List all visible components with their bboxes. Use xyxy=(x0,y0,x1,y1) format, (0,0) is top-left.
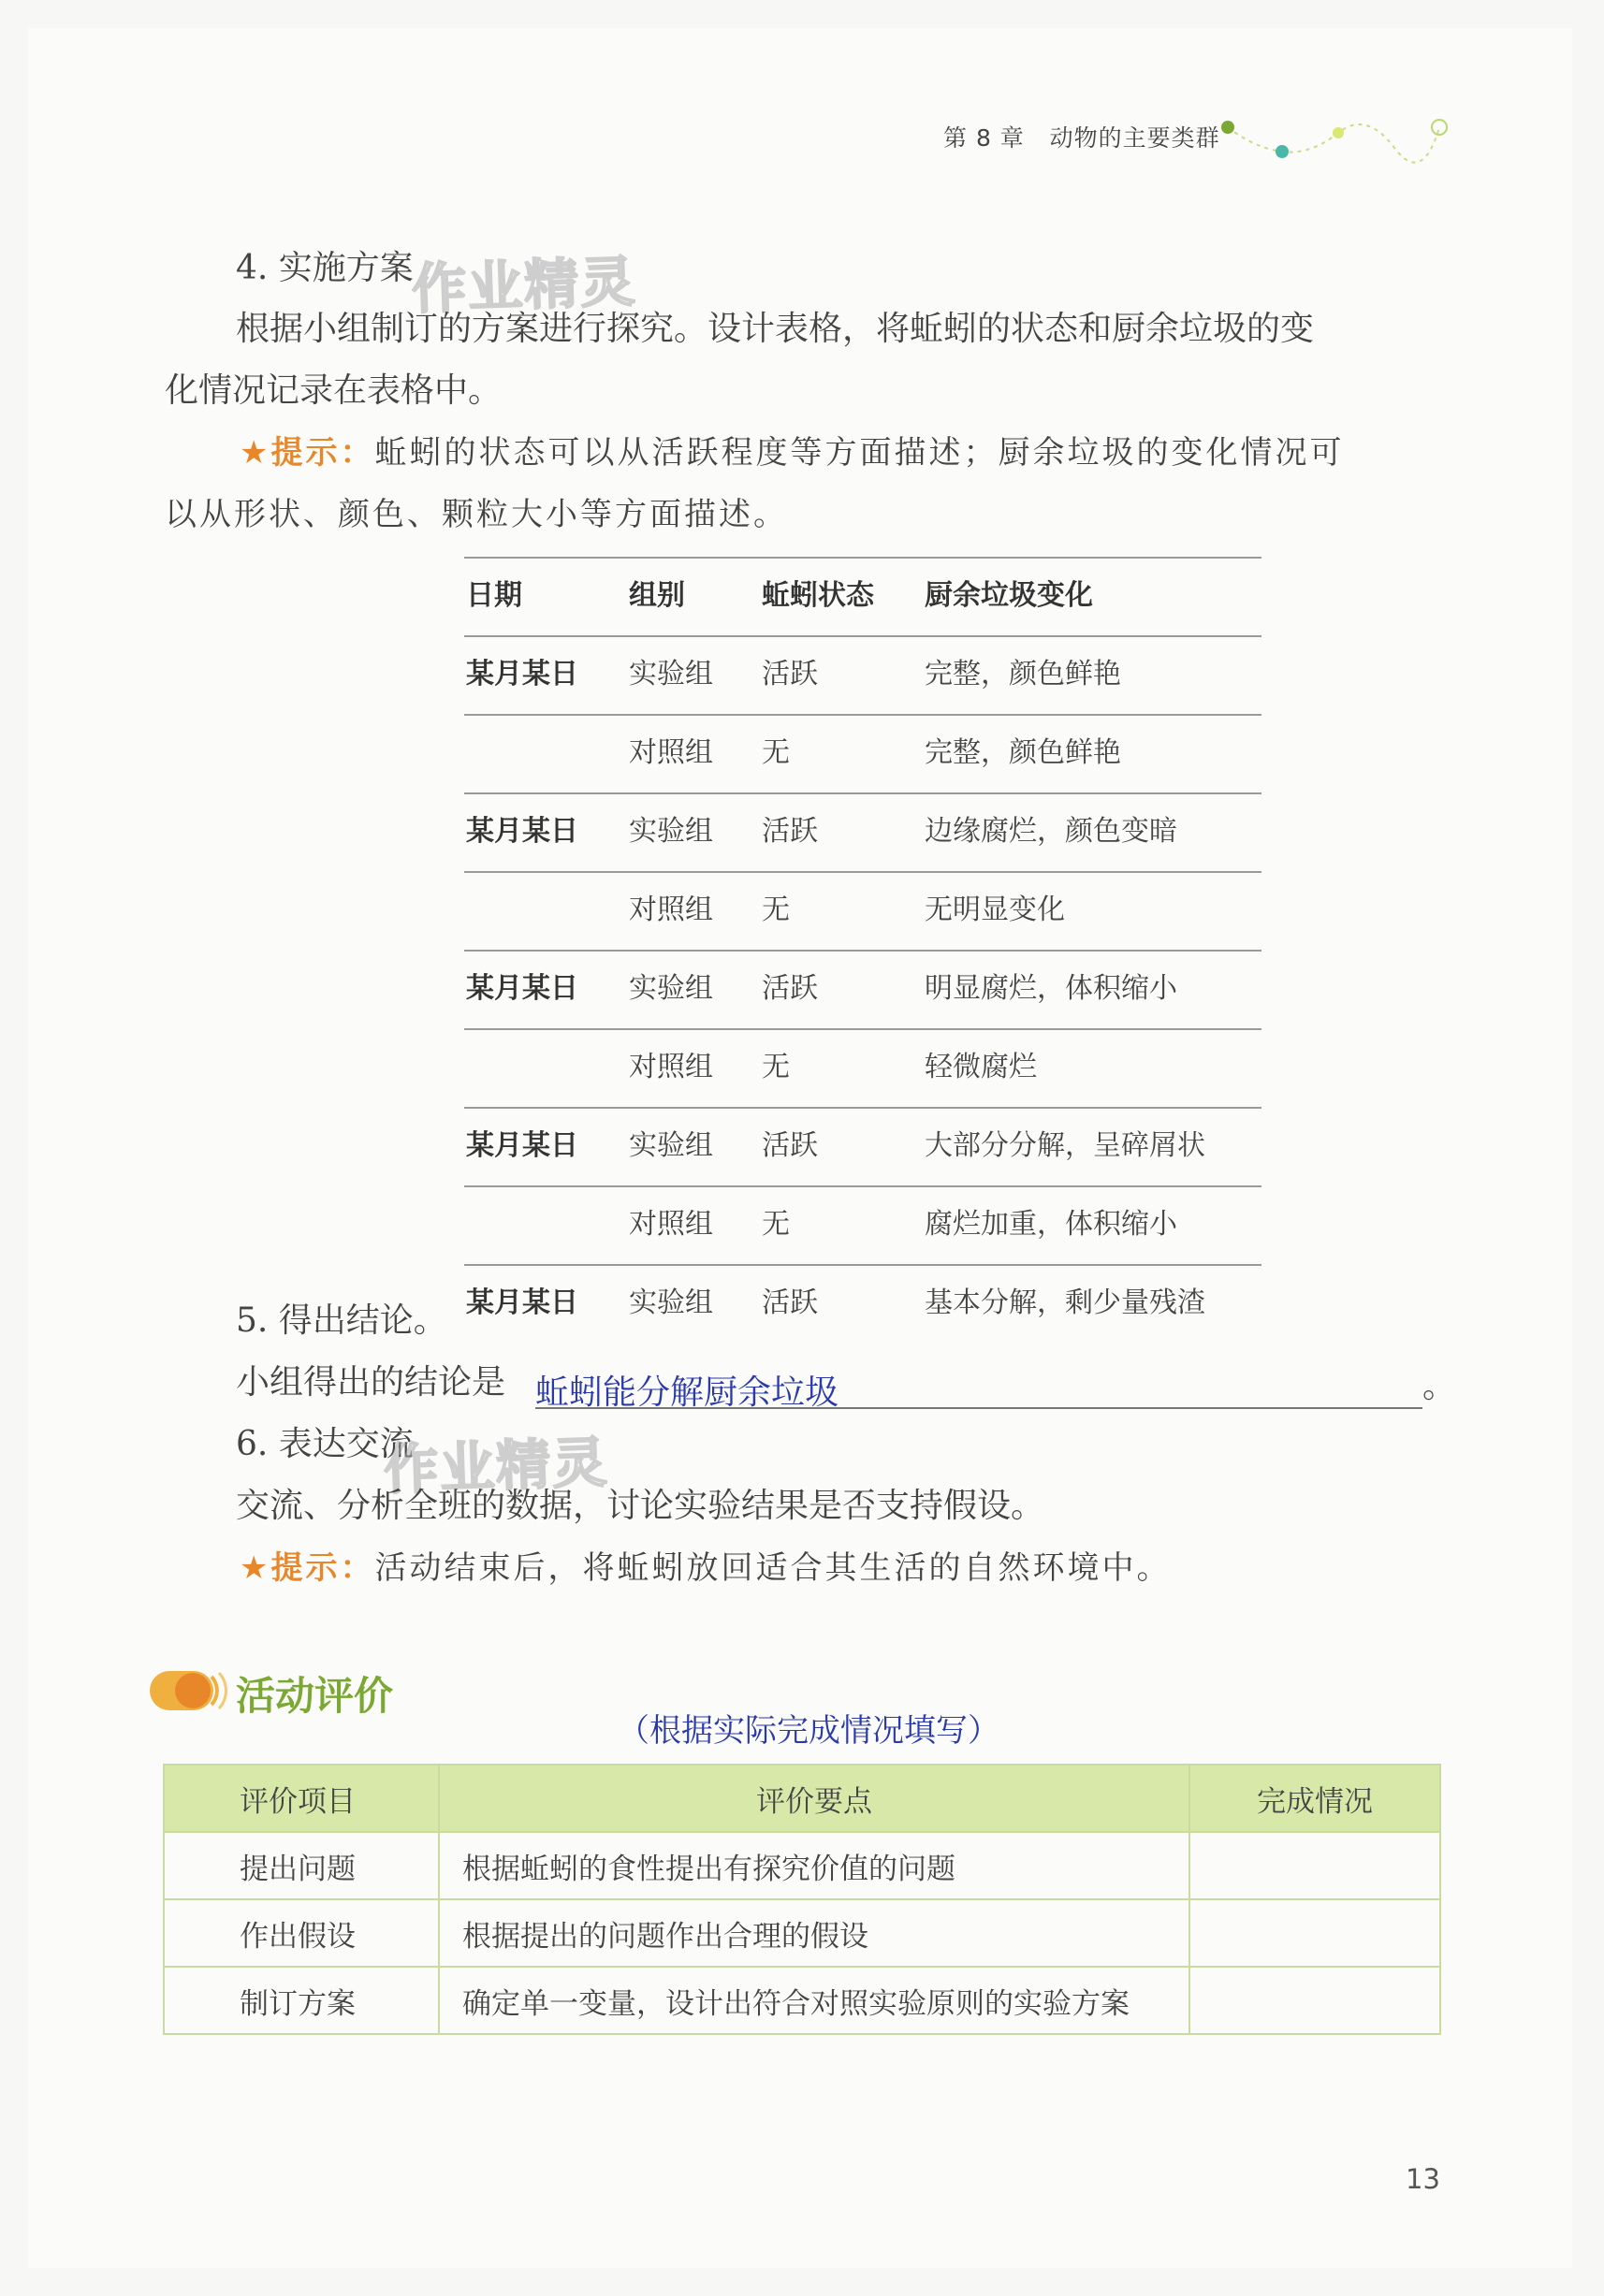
step6-heading: 6. 表达交流 xyxy=(236,1425,414,1463)
cell-group: 对照组 xyxy=(629,1208,713,1241)
header-group: 组别 xyxy=(629,579,685,612)
cell-group: 实验组 xyxy=(629,1129,713,1162)
star-icon: ★ xyxy=(240,1549,271,1587)
eval-status-cell[interactable] xyxy=(1189,1899,1440,1967)
header-item: 评价项目 xyxy=(164,1765,439,1832)
cell-state: 无 xyxy=(762,1051,790,1083)
header-waste-change: 厨余垃圾变化 xyxy=(925,579,1093,612)
table-row xyxy=(464,1107,1261,1185)
cell-group: 实验组 xyxy=(629,658,713,690)
eval-item: 制订方案 xyxy=(164,1967,439,2034)
star-icon: ★ xyxy=(240,434,271,472)
cell-group: 对照组 xyxy=(629,1051,713,1083)
chapter-number: 第 8 章 xyxy=(943,124,1025,152)
table-row xyxy=(164,1832,1440,1899)
section-title: 活动评价 xyxy=(236,1673,394,1719)
cell-group: 对照组 xyxy=(629,736,713,769)
table-row xyxy=(164,1899,1440,1967)
cell-group: 实验组 xyxy=(629,815,713,848)
watermark-2: 作业精灵 xyxy=(383,1430,610,1503)
cell-change: 基本分解，剩少量残渣 xyxy=(925,1286,1205,1319)
step5-conclusion-prefix: 小组得出的结论是 xyxy=(236,1363,506,1402)
header-earthworm-state: 蚯蚓状态 xyxy=(762,579,874,612)
cell-change: 边缘腐烂，颜色变暗 xyxy=(925,815,1177,848)
record-table-header xyxy=(464,557,1261,635)
cell-state: 无 xyxy=(762,1208,790,1241)
eval-points: 确定单一变量，设计出符合对照实验原则的实验方案 xyxy=(439,1967,1189,2034)
chapter-title: 动物的主要类群 xyxy=(1049,124,1220,152)
cell-change: 完整，颜色鲜艳 xyxy=(925,658,1121,690)
cell-change: 腐烂加重，体积缩小 xyxy=(925,1208,1177,1241)
conclusion-answer: 蚯蚓能分解厨余垃圾 xyxy=(535,1373,839,1412)
step5-heading: 5. 得出结论。 xyxy=(236,1301,447,1340)
fill-note: （根据实际完成情况填写） xyxy=(618,1712,999,1750)
cell-state: 活跃 xyxy=(762,972,818,1005)
eval-item: 作出假设 xyxy=(164,1899,439,1967)
step4-hint-line2: 以从形状、颜色、颗粒大小等方面描述。 xyxy=(165,496,788,533)
step5-suffix: 。 xyxy=(1422,1367,1457,1405)
cell-state: 无 xyxy=(762,736,790,769)
header-points: 评价要点 xyxy=(439,1765,1189,1832)
step4-text-line2: 化情况记录在表格中。 xyxy=(165,371,503,410)
cell-date: 某月某日 xyxy=(466,1286,578,1319)
eval-status-cell[interactable] xyxy=(1189,1967,1440,2034)
cell-state: 活跃 xyxy=(762,1286,818,1319)
table-row xyxy=(464,792,1261,871)
hint-text: 蚯蚓的状态可以从活跃程度等方面描述；厨余垃圾的变化情况可 xyxy=(374,434,1345,472)
eval-status-cell[interactable] xyxy=(1189,1832,1440,1899)
cell-date: 某月某日 xyxy=(466,815,578,848)
section-toggle-icon xyxy=(148,1665,226,1716)
header-date: 日期 xyxy=(466,579,522,612)
header-dots-decoration xyxy=(1217,110,1451,167)
cell-group: 实验组 xyxy=(629,1286,713,1319)
cell-group: 实验组 xyxy=(629,972,713,1005)
eval-points: 根据提出的问题作出合理的假设 xyxy=(439,1899,1189,1967)
evaluation-table-header xyxy=(164,1765,1440,1832)
step6-hint xyxy=(240,1538,1171,1598)
cell-state: 无 xyxy=(762,894,790,926)
hint-label: 提示： xyxy=(270,434,375,472)
cell-date: 某月某日 xyxy=(466,658,578,690)
page-number: 13 xyxy=(1406,2163,1440,2195)
evaluation-table xyxy=(163,1764,1441,2035)
cell-change: 明显腐烂，体积缩小 xyxy=(925,972,1177,1005)
eval-item: 提出问题 xyxy=(164,1832,439,1899)
step4-heading: 4. 实施方案 xyxy=(236,249,414,287)
cell-change: 无明显变化 xyxy=(925,894,1065,926)
step4-hint-line1 xyxy=(240,423,1344,483)
eval-points: 根据蚯蚓的食性提出有探究价值的问题 xyxy=(439,1832,1189,1899)
table-row xyxy=(464,871,1261,950)
cell-change: 完整，颜色鲜艳 xyxy=(925,736,1121,769)
running-header xyxy=(943,120,1220,153)
conclusion-answer-line xyxy=(535,1366,1422,1412)
cell-change: 大部分分解，呈碎屑状 xyxy=(925,1129,1205,1162)
cell-state: 活跃 xyxy=(762,658,818,690)
cell-change: 轻微腐烂 xyxy=(925,1051,1037,1083)
table-row xyxy=(464,1185,1261,1264)
cell-state: 活跃 xyxy=(762,815,818,848)
table-row xyxy=(464,950,1261,1028)
cell-state: 活跃 xyxy=(762,1129,818,1162)
header-status: 完成情况 xyxy=(1189,1765,1440,1832)
hint-label: 提示： xyxy=(270,1549,375,1587)
table-row xyxy=(464,635,1261,714)
cell-date: 某月某日 xyxy=(466,972,578,1005)
table-row-cropped xyxy=(464,1264,1261,1343)
table-row xyxy=(164,1967,1440,2034)
watermark-1: 作业精灵 xyxy=(411,249,638,322)
table-row xyxy=(464,1028,1261,1107)
hint-text: 活动结束后，将蚯蚓放回适合其生活的自然环境中。 xyxy=(374,1549,1172,1587)
cell-date: 某月某日 xyxy=(466,1129,578,1162)
cell-group: 对照组 xyxy=(629,894,713,926)
step6-text: 交流、分析全班的数据，讨论实验结果是否支持假设。 xyxy=(236,1487,1045,1525)
record-table xyxy=(464,557,1261,1319)
step4-text-line1: 根据小组制订的方案进行探究。设计表格，将蚯蚓的状态和厨余垃圾的变 xyxy=(236,310,1315,348)
table-row xyxy=(464,714,1261,792)
